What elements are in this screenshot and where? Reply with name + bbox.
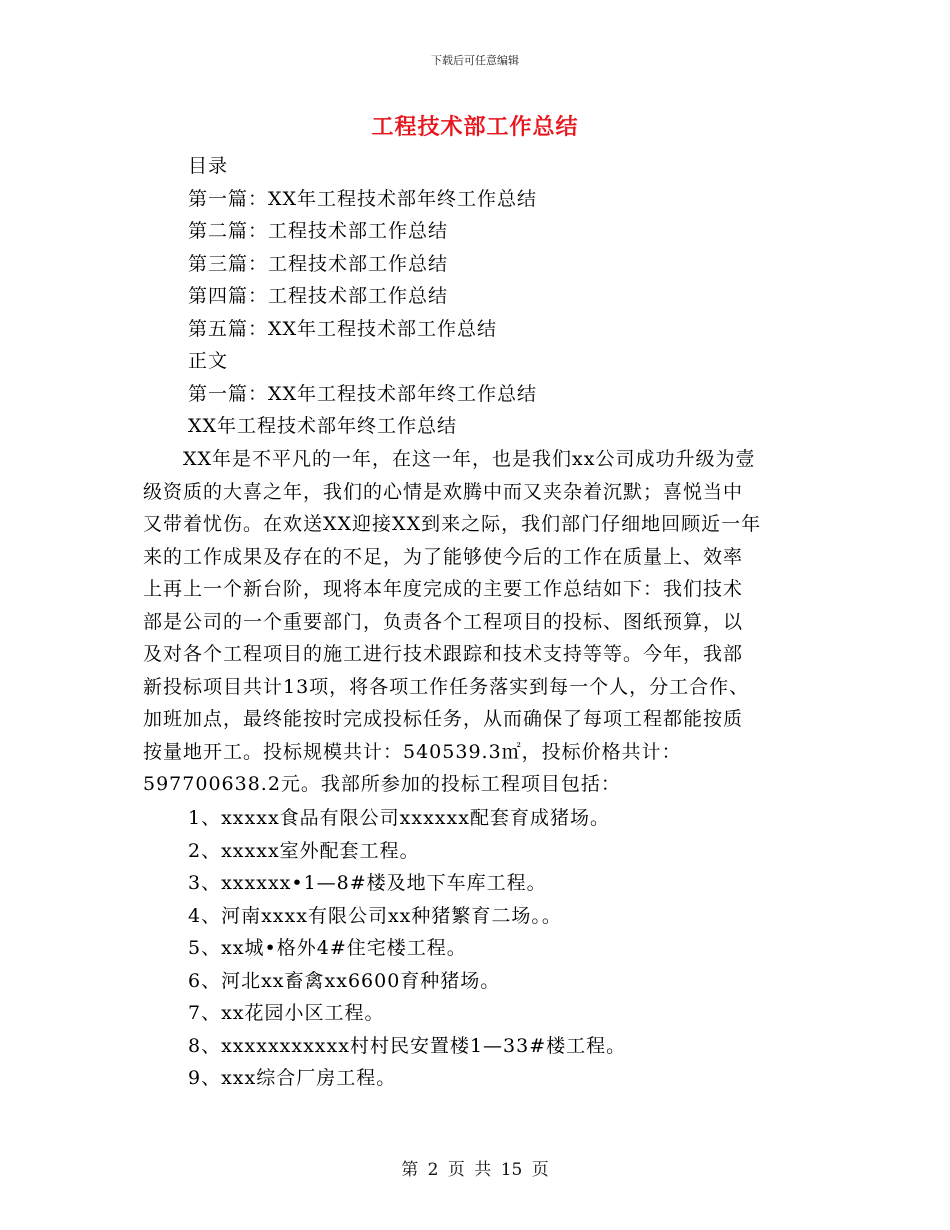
paragraph-line: XX年是不平凡的一年，在这一年，也是我们xx公司成功升级为壹 bbox=[143, 448, 756, 470]
document-title: 工程技术部工作总结 bbox=[371, 114, 579, 140]
page-footer: 第 2 页 共 15 页 bbox=[401, 1160, 549, 1180]
section-heading: 第一篇：XX年工程技术部年终工作总结 bbox=[188, 382, 538, 405]
list-item: 9、xxx综合厂房工程。 bbox=[188, 1067, 397, 1089]
toc-heading: 目录 bbox=[188, 155, 229, 177]
list-item: 8、xxxxxxxxxxx村村民安置楼1—33#楼工程。 bbox=[188, 1034, 627, 1057]
body-paragraph bbox=[143, 443, 823, 801]
list-item: 5、xx城•格外4#住宅楼工程。 bbox=[188, 937, 467, 959]
list-item: 6、河北xx畜禽xx6600育种猪场。 bbox=[188, 969, 501, 992]
paragraph-line: 加班加点，最终能按时完成投标任务，从而确保了每项工程都能按质 bbox=[143, 708, 744, 730]
paragraph-line: 597700638.2元。我部所参加的投标工程项目包括： bbox=[143, 773, 621, 795]
paragraph-line: 部是公司的一个重要部门，负责各个工程项目的投标、图纸预算，以 bbox=[143, 610, 744, 633]
paragraph-line: 上再上一个新台阶，现将本年度完成的主要工作总结如下：我们技术 bbox=[143, 578, 744, 600]
list-item: 2、xxxxx室外配套工程。 bbox=[188, 839, 420, 862]
article-title: XX年工程技术部年终工作总结 bbox=[188, 415, 458, 437]
paragraph-line: 级资质的大喜之年，我们的心情是欢腾中而又夹杂着沉默；喜悦当中 bbox=[143, 480, 744, 503]
toc-item: 第三篇：工程技术部工作总结 bbox=[188, 252, 449, 275]
list-item: 4、河南xxxx有限公司xx种猪繁育二场。。 bbox=[188, 904, 562, 927]
toc-item: 第五篇：XX年工程技术部工作总结 bbox=[188, 317, 498, 340]
toc-item: 第四篇：工程技术部工作总结 bbox=[188, 285, 449, 307]
list-item: 7、xx花园小区工程。 bbox=[188, 1002, 385, 1024]
list-item: 3、xxxxxx•1—8#楼及地下车库工程。 bbox=[188, 872, 547, 894]
paragraph-line: 按量地开工。投标规模共计：540539.3㎡，投标价格共计： bbox=[143, 740, 682, 763]
paragraph-line: 来的工作成果及存在的不足，为了能够使今后的工作在质量上、效率 bbox=[143, 545, 744, 568]
paragraph-line: 又带着忧伤。在欢送XX迎接XX到来之际，我们部门仔细地回顾近一年 bbox=[143, 513, 762, 535]
header-note: 下载后可任意编辑 bbox=[431, 54, 519, 67]
table-of-contents bbox=[188, 150, 828, 443]
list-item: 1、xxxxx食品有限公司xxxxxx配套育成猪场。 bbox=[188, 807, 610, 829]
toc-item: 第一篇：XX年工程技术部年终工作总结 bbox=[188, 187, 538, 210]
paragraph-line: 新投标项目共计13项，将各项工作任务落实到每一个人，分工合作、 bbox=[143, 675, 750, 698]
paragraph-line: 及对各个工程项目的施工进行技术跟踪和技术支持等等。今年，我部 bbox=[143, 643, 744, 665]
project-list bbox=[188, 802, 828, 1095]
toc-item: 第二篇：工程技术部工作总结 bbox=[188, 220, 449, 242]
body-heading: 正文 bbox=[188, 350, 229, 372]
